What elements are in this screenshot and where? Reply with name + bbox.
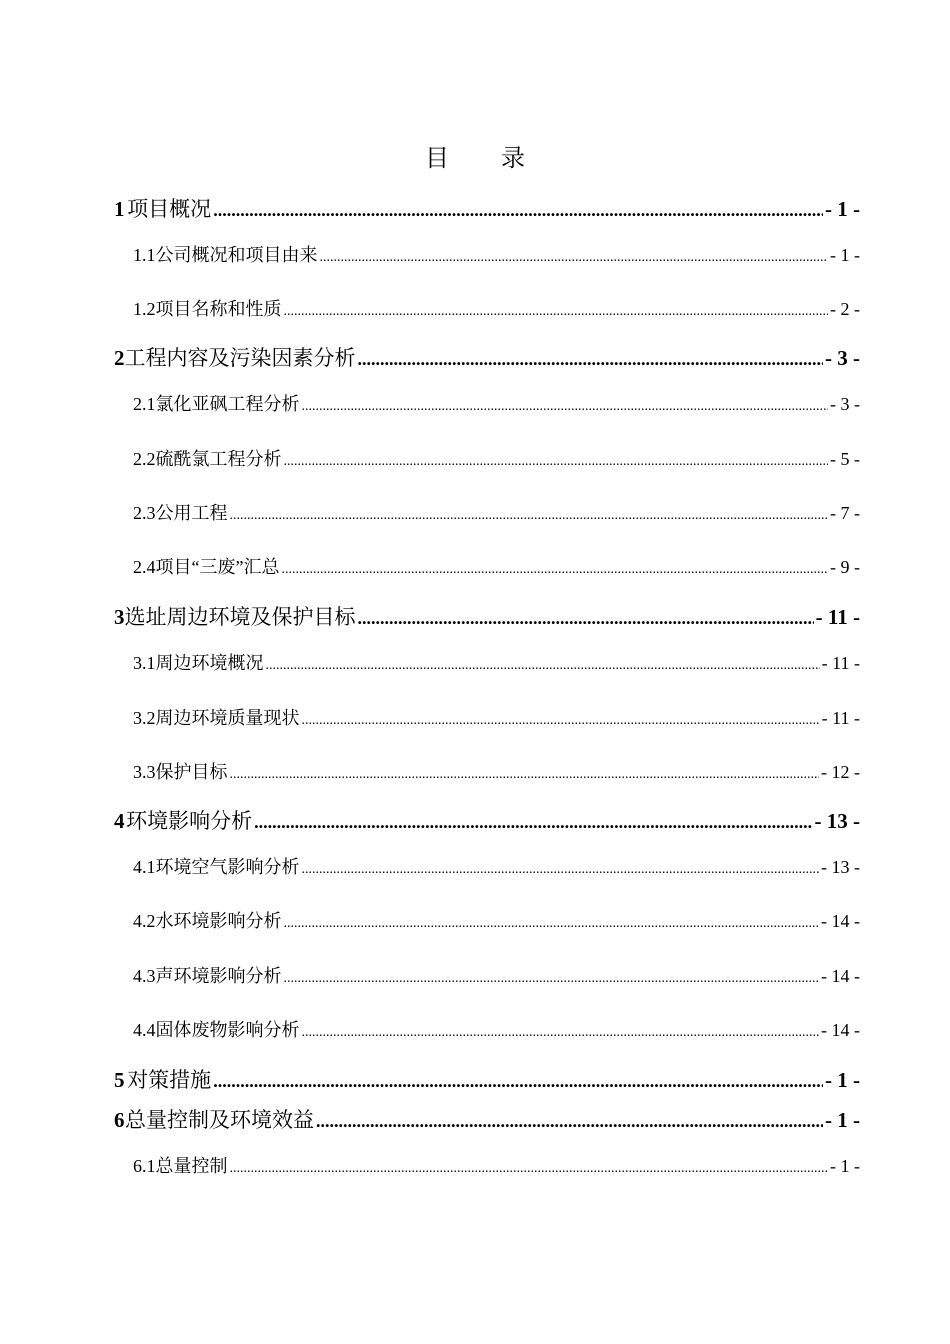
toc-entry-number: 3.3 (133, 762, 156, 782)
toc-entry-page: - 5 - (830, 449, 860, 469)
toc-leader-dots (320, 250, 829, 266)
toc-leader-dots (284, 971, 820, 987)
toc-entry-title: 硫酰氯工程分析 (155, 449, 282, 469)
toc-entry-number: 3 (114, 605, 125, 629)
toc-entry-page: - 11 - (821, 708, 860, 728)
toc-entry-title: 周边环境质量现状 (155, 708, 300, 728)
toc-entry[interactable] (133, 962, 860, 988)
toc-leader-dots (302, 862, 820, 878)
toc-entry-page: - 12 - (821, 762, 860, 782)
toc-entry-number: 1 (114, 197, 125, 221)
toc-heading-right: 录 (501, 146, 525, 172)
toc-entry-number: 6.1 (133, 1156, 156, 1176)
toc-entry[interactable] (133, 295, 860, 321)
toc-entry-number: 2.3 (133, 503, 156, 523)
toc-leader-dots (213, 1071, 823, 1092)
toc-entry-page: - 1 - (830, 245, 860, 265)
toc-entry-title: 氯化亚砜工程分析 (155, 394, 300, 414)
toc-leader-dots (230, 1161, 829, 1177)
toc-entry-title: 项目“三废”汇总 (155, 557, 280, 577)
toc-leader-dots (266, 658, 820, 674)
toc-leader-dots (254, 812, 812, 833)
toc-leader-dots (284, 304, 829, 320)
toc-entry-number: 3.1 (133, 653, 156, 673)
toc-entry[interactable] (133, 241, 860, 267)
toc-entry[interactable] (133, 649, 860, 675)
toc-entry-number: 2.4 (133, 557, 156, 577)
toc-entry-number: 4.2 (133, 911, 156, 931)
toc-entry-title: 工程内容及污染因素分析 (124, 346, 356, 370)
toc-entry-number: 3.2 (133, 708, 156, 728)
toc-entry-title: 环境影响分析 (126, 809, 253, 833)
toc-entry-page: - 7 - (830, 503, 860, 523)
toc-entry-title: 水环境影响分析 (155, 911, 282, 931)
toc-entry-number: 6 (114, 1108, 125, 1132)
toc-entry[interactable] (133, 1016, 860, 1042)
toc-entry-number: 4.1 (133, 857, 156, 877)
toc-leader-dots (284, 916, 820, 932)
toc-entry-title: 固体废物影响分析 (155, 1020, 300, 1040)
toc-entry[interactable] (114, 805, 860, 835)
toc-entry[interactable] (133, 758, 860, 784)
toc-entry-title: 选址周边环境及保护目标 (124, 605, 356, 629)
toc-entry-title: 项目概况 (127, 197, 212, 221)
toc-leader-dots (302, 399, 829, 415)
toc-entry-page: - 13 - (814, 809, 860, 833)
toc-entry-number: 1.2 (133, 299, 156, 319)
toc-entry[interactable] (114, 342, 860, 372)
toc-leader-dots (358, 349, 824, 370)
toc-entry[interactable] (114, 1104, 860, 1134)
toc-entry-number: 5 (114, 1068, 125, 1092)
toc-entry-page: - 1 - (825, 197, 860, 221)
toc-entry[interactable] (133, 390, 860, 416)
toc-entry-page: - 1 - (830, 1156, 860, 1176)
toc-leader-dots (230, 767, 820, 783)
toc-leader-dots (284, 454, 829, 470)
toc-entry[interactable] (114, 601, 860, 631)
toc-entry-number: 2 (114, 346, 125, 370)
toc-entry-title: 总量控制 (155, 1156, 228, 1176)
toc-entry-page: - 9 - (830, 557, 860, 577)
toc-heading-left: 目 (425, 146, 449, 172)
toc-entry[interactable] (133, 553, 860, 579)
toc-entry-title: 周边环境概况 (155, 653, 264, 673)
toc-entry-title: 声环境影响分析 (155, 966, 282, 986)
toc-entry-page: - 13 - (821, 857, 860, 877)
toc-entry[interactable] (133, 853, 860, 879)
toc-entry-page: - 3 - (825, 346, 860, 370)
toc-entry[interactable] (133, 1152, 860, 1178)
toc-entry-page: - 11 - (821, 653, 860, 673)
toc-leader-dots (358, 608, 814, 629)
toc-entry[interactable] (133, 704, 860, 730)
toc-entry[interactable] (133, 907, 860, 933)
toc-leader-dots (281, 562, 828, 578)
toc-entry-number: 2.2 (133, 449, 156, 469)
toc-entry[interactable] (114, 1064, 860, 1094)
toc-entry-number: 4.4 (133, 1020, 156, 1040)
toc-leader-dots (302, 1025, 820, 1041)
toc-entry-number: 4 (114, 809, 125, 833)
toc-leader-dots (213, 200, 823, 221)
toc-leader-dots (302, 713, 820, 729)
toc-entry-page: - 11 - (815, 605, 860, 629)
toc-entry-page: - 14 - (821, 966, 860, 986)
toc-entry-page: - 14 - (821, 911, 860, 931)
toc-entry-page: - 2 - (830, 299, 860, 319)
toc-entry[interactable] (133, 445, 860, 471)
toc-entry-number: 1.1 (133, 245, 156, 265)
toc-entry-number: 4.3 (133, 966, 156, 986)
toc-entry-page: - 1 - (825, 1068, 860, 1092)
toc-entry[interactable] (133, 499, 860, 525)
toc-entry-title: 保护目标 (155, 762, 228, 782)
toc-entry-title: 公司概况和项目由来 (155, 245, 318, 265)
toc-entry-number: 2.1 (133, 394, 156, 414)
toc-leader-dots (316, 1111, 823, 1132)
toc-entry-page: - 1 - (825, 1108, 860, 1132)
toc-entry-title: 总量控制及环境效益 (124, 1108, 314, 1132)
toc-entry[interactable] (114, 193, 860, 223)
toc-entry-page: - 3 - (830, 394, 860, 414)
toc-entry-title: 项目名称和性质 (155, 299, 282, 319)
toc-entry-title: 对策措施 (127, 1068, 212, 1092)
toc-leader-dots (230, 508, 829, 524)
toc-entry-page: - 14 - (821, 1020, 860, 1040)
toc-entry-title: 环境空气影响分析 (155, 857, 300, 877)
toc-entry-title: 公用工程 (155, 503, 228, 523)
